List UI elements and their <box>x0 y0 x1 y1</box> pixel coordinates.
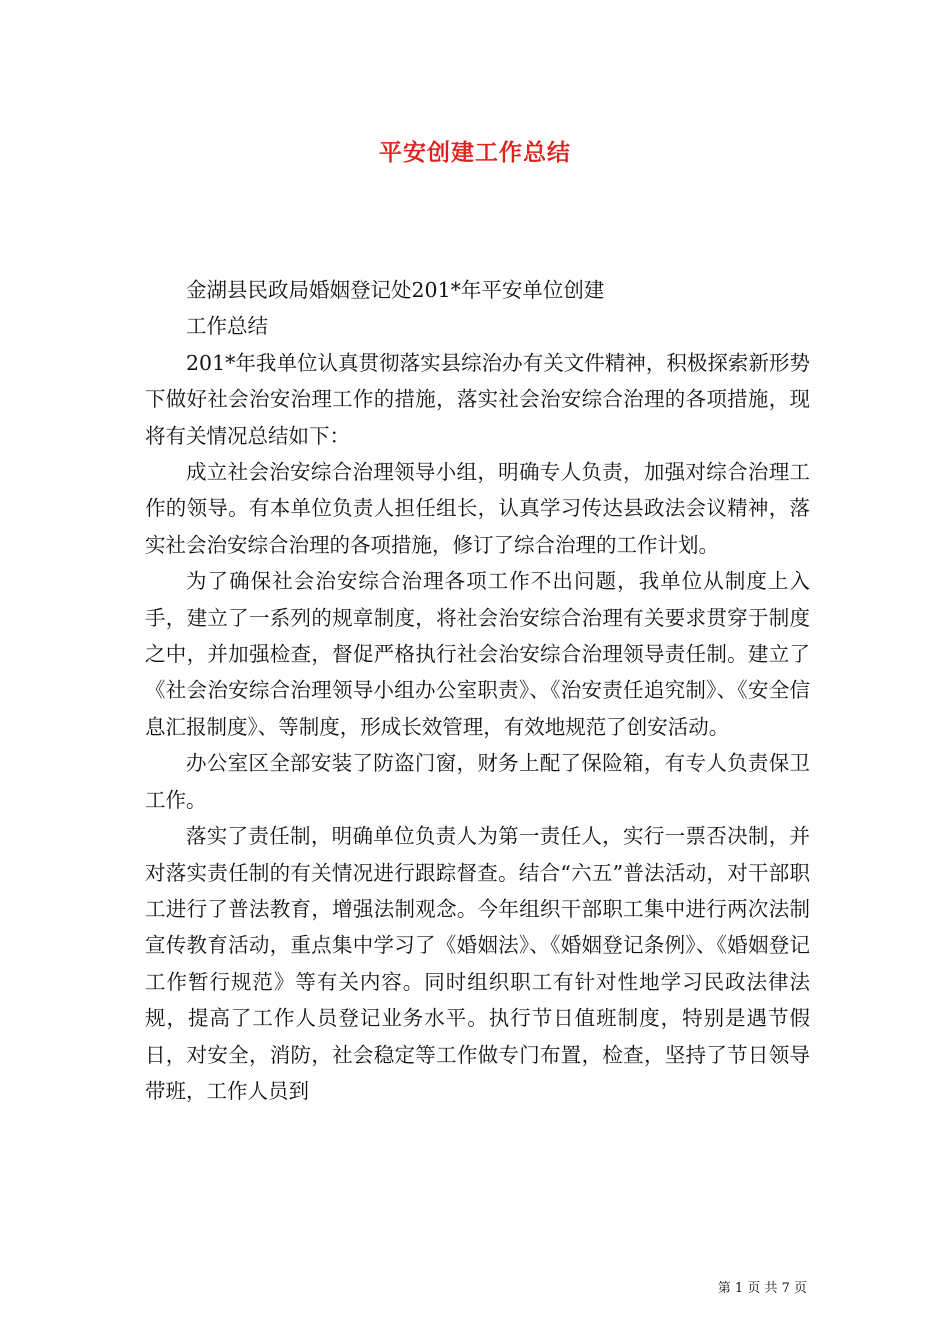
paragraph-intro: 201*年我单位认真贯彻落实县综治办有关文件精神，积极探索新形势下做好社会治安治理工作的措施，落实社会治安综合治理的各项措施，现将有关情况总结如下： <box>145 350 810 448</box>
page-number: 第 1 页 共 7 页 <box>717 1281 807 1296</box>
document-title: 平安创建工作总结 <box>379 139 571 166</box>
paragraph-heading-line-2: 工作总结 <box>186 314 268 339</box>
paragraph-security: 办公室区全部安装了防盗门窗，财务上配了保险箱，有专人负责保卫工作。 <box>145 751 810 812</box>
paragraph-rules: 为了确保社会治安综合治理各项工作不出问题，我单位从制度上入手，建立了一系列的规章制度，将社会治安综合治理有关要求贯穿于制度之中，并加强检查，督促严格执行社会治安综合治理领导责任制。建立了《社会治安综合治理领导小组办公室职责》、《治安责任追究制》、《安全信息汇报制度》、等制度，形成长效管理，有效地规范了创安活动。 <box>145 569 810 739</box>
paragraph-heading-line-1: 金湖县民政局婚姻登记处201*年平安单位创建 <box>186 278 605 302</box>
paragraph-leadership: 成立社会治安综合治理领导小组，明确专人负责，加强对综合治理工作的领导。有本单位负责人担任组长，认真学习传达县政法会议精神，落实社会治安综合治理的各项措施，修订了综合治理的工作计划。 <box>145 460 810 557</box>
document-body <box>145 272 810 1109</box>
paragraph-responsibility: 落实了责任制，明确单位负责人为第一责任人，实行一票否决制，并对落实责任制的有关情况进行跟踪督查。结合“六五”普法活动，对干部职工进行了普法教育，增强法制观念。今年组织干部职工集中进行两次法制宣传教育活动，重点集中学习了《婚姻法》、《婚姻登记条例》、《婚姻登记工作暂行规范》等有关内容。同时组织职工有针对性地学习民政法律法规，提高了工作人员登记业务水平。执行节日值班制度，特别是遇节假日，对安全，消防，社会稳定等工作做专门布置，检查，坚持了节日领导带班，工作人员到 <box>145 824 810 1103</box>
